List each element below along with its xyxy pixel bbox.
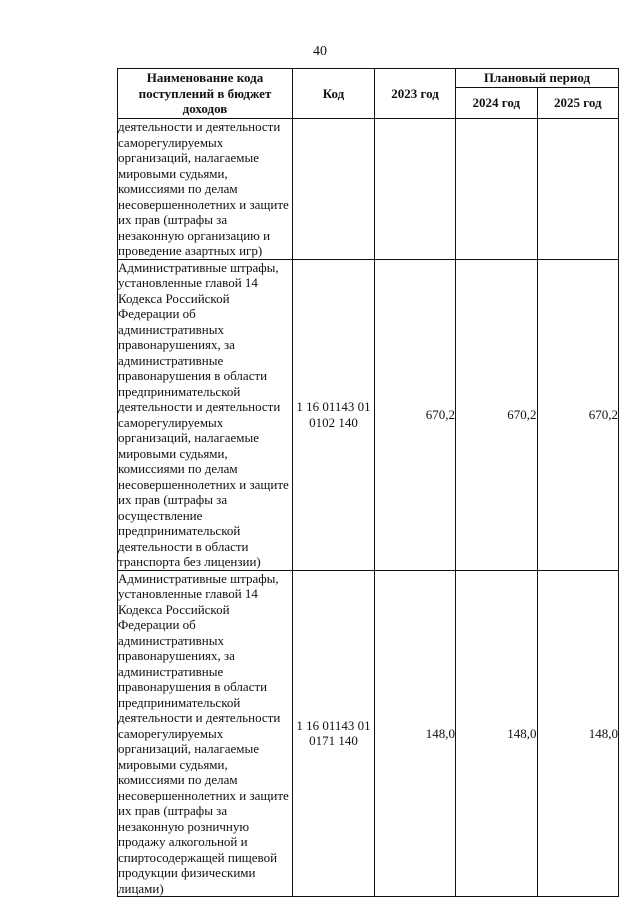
row-value-2025: 148,0 — [537, 570, 619, 897]
revenue-table — [117, 68, 619, 897]
header-name: Наименование кода поступлений в бюджет доходов — [118, 69, 293, 119]
row-value-2023 — [375, 119, 456, 260]
row-value-2024: 148,0 — [456, 570, 538, 897]
header-year-2025: 2025 год — [537, 88, 619, 119]
header-code: Код — [293, 69, 375, 119]
row-value-2025: 670,2 — [537, 259, 619, 570]
row-value-2024: 670,2 — [456, 259, 538, 570]
row-value-2024 — [456, 119, 538, 260]
row-code — [293, 119, 375, 260]
header-plan-period: Плановый период — [456, 69, 619, 88]
header-year-2023: 2023 год — [375, 69, 456, 119]
row-code: 1 16 01143 01 0102 140 — [293, 259, 375, 570]
table-row — [118, 119, 619, 260]
row-name: деятельности и деятельности саморегулируемых организаций, налагаемые мировыми судьями, комиссиями по делам несовершеннолетних и защите их прав (штрафы за незаконную организацию и проведение азартных игр) — [118, 119, 293, 260]
table-row — [118, 259, 619, 570]
row-name: Административные штрафы, установленные главой 14 Кодекса Российской Федерации об административных правонарушениях, за административные правонарушения в области предпринимательской деятельности и деятельности саморегулируемых организаций, налагаемые мировыми судьями, комиссиями по делам несовершеннолетних и защите их прав (штрафы за осуществление предпринимательской деятельности в области транспорта без лицензии) — [118, 259, 293, 570]
row-value-2025 — [537, 119, 619, 260]
row-value-2023: 148,0 — [375, 570, 456, 897]
page-number: 40 — [313, 44, 327, 59]
table-row — [118, 570, 619, 897]
row-value-2023: 670,2 — [375, 259, 456, 570]
row-code: 1 16 01143 01 0171 140 — [293, 570, 375, 897]
row-name: Административные штрафы, установленные главой 14 Кодекса Российской Федерации об административных правонарушениях, за административные правонарушения в области предпринимательской деятельности и деятельности саморегулируемых организаций, налагаемые мировыми судьями, комиссиями по делам несовершеннолетних и защите их прав (штрафы за незаконную розничную продажу алкогольной и спиртосодержащей пищевой продукции физическими лицами) — [118, 570, 293, 897]
header-year-2024: 2024 год — [456, 88, 538, 119]
